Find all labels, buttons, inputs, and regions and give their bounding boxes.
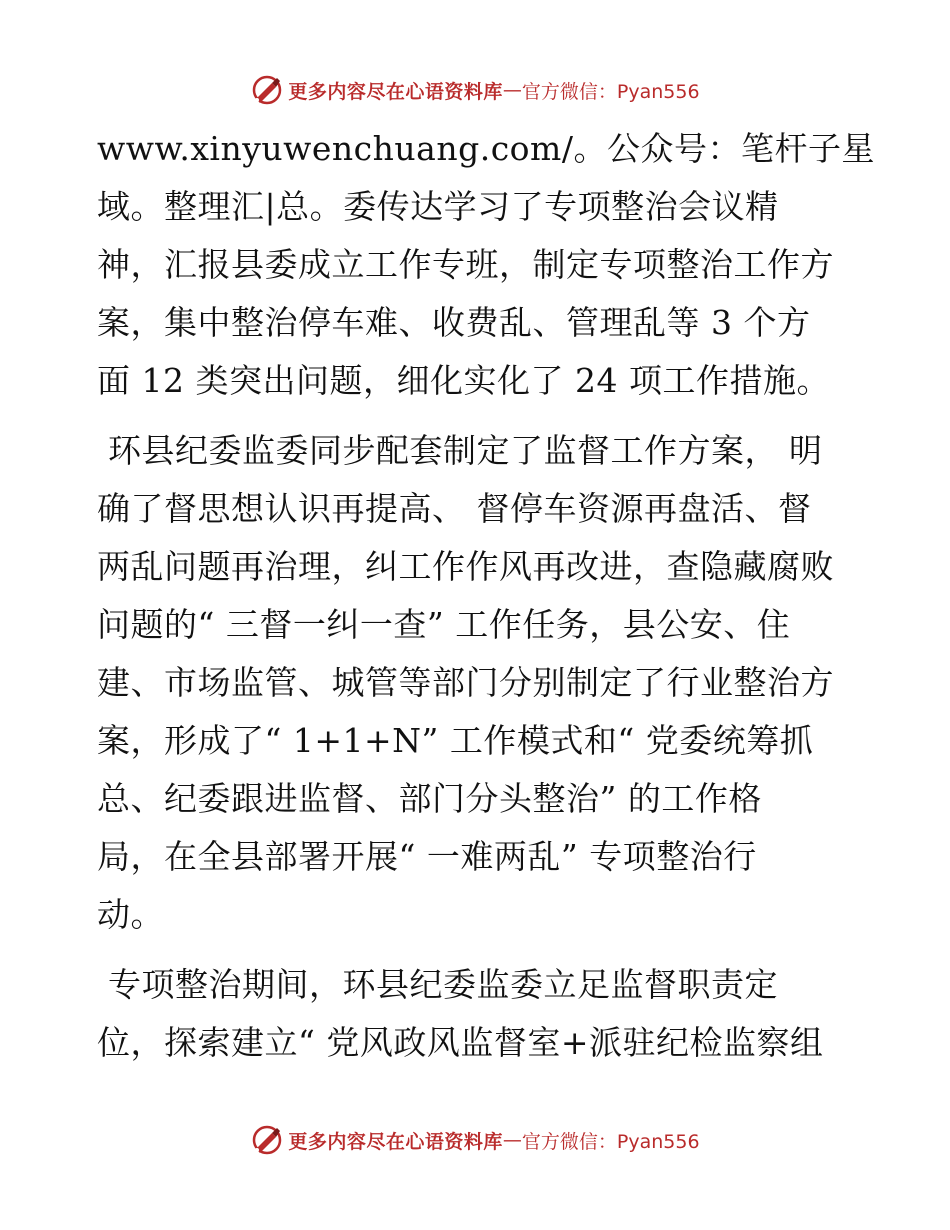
watermark-contact: 官方微信：Pyan556: [521, 80, 700, 103]
paragraph-1: [97, 120, 875, 410]
pen-logo-icon: [250, 73, 284, 107]
text-line: 两乱问题再治理，纠工作作风再改进，查隐藏腐败: [97, 547, 834, 586]
pen-logo-icon: [250, 1123, 284, 1157]
footer-watermark: [0, 1120, 950, 1160]
document-body: [97, 120, 875, 1072]
text-line: 动。: [97, 895, 164, 934]
text-line: 局，在全县部署开展“ 一难两乱” 专项整治行: [97, 837, 757, 876]
text-line: 面 12 类突出问题，细化实化了 24 项工作措施。: [97, 361, 830, 400]
watermark-text: 更多内容尽在心语资料库: [288, 1130, 503, 1153]
text-line: 位，探索建立“ 党风政风监督室+派驻纪检监察组: [97, 1023, 824, 1062]
text-line: 确了督思想认识再提高、 督停车资源再盘活、督: [97, 489, 812, 528]
paragraph-2: [97, 422, 857, 944]
watermark-separator: —: [502, 79, 522, 101]
text-line: 环县纪委监委同步配套制定了监督工作方案， 明: [97, 431, 823, 470]
text-line: 神，汇报县委成立工作专班，制定专项整治工作方: [97, 245, 834, 284]
text-line: 域。整理汇|总。委传达学习了专项整治会议精: [97, 187, 779, 226]
watermark-separator: —: [502, 1129, 522, 1151]
text-line: 案，集中整治停车难、收费乱、管理乱等 3 个方: [97, 303, 811, 342]
watermark-text: 更多内容尽在心语资料库: [288, 80, 503, 103]
text-line: www.xinyuwenchuang.com/。公众号：笔杆子星: [97, 129, 875, 168]
text-line: 建、市场监管、城管等部门分别制定了行业整治方: [97, 663, 834, 702]
watermark-contact: 官方微信：Pyan556: [521, 1130, 700, 1153]
text-line: 专项整治期间，环县纪委监委立足监督职责定: [97, 965, 778, 1004]
header-watermark: [0, 70, 950, 110]
paragraph-3: [97, 956, 857, 1072]
text-line: 案，形成了“ 1+1+N” 工作模式和“ 党委统筹抓: [97, 721, 814, 760]
text-line: 问题的“ 三督一纠一查” 工作任务，县公安、住: [97, 605, 791, 644]
text-line: 总、纪委跟进监督、部门分头整治” 的工作格: [97, 779, 762, 818]
